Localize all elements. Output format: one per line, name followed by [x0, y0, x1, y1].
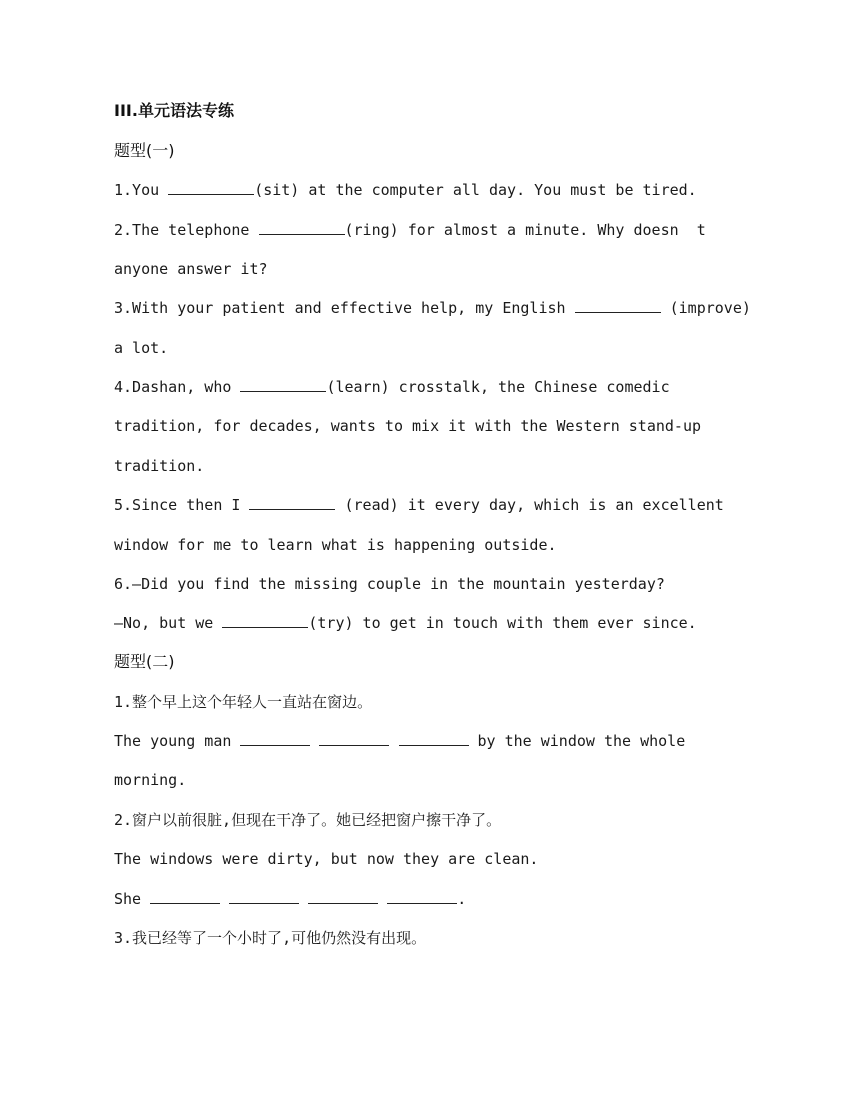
question-1-1	[114, 180, 697, 200]
question-2-2-answer	[114, 889, 466, 909]
q4-text-before: 4.Dashan, who	[114, 378, 241, 396]
question-2-2-english: The windows were dirty, but now they are clean.	[114, 850, 539, 868]
q22-text-before: She	[114, 890, 151, 908]
question-2-2-chinese: 2.窗户以前很脏,但现在干净了。她已经把窗户擦干净了。	[114, 811, 502, 829]
part1-label: 题型(一)	[114, 141, 175, 160]
answer-blank[interactable]	[240, 731, 310, 746]
q3-text-after: (improve)	[660, 299, 751, 317]
question-2-1-english	[114, 731, 685, 751]
q6-text-before: —No, but we	[114, 614, 223, 632]
answer-blank[interactable]	[168, 180, 254, 195]
question-1-4	[114, 377, 670, 397]
answer-blank[interactable]	[575, 298, 661, 313]
answer-blank[interactable]	[308, 889, 378, 904]
question-1-2	[114, 220, 706, 240]
question-1-5	[114, 495, 724, 515]
answer-blank[interactable]	[399, 731, 469, 746]
q1-text-after: (sit) at the computer all day. You must be tired.	[254, 181, 697, 199]
q1-text-before: 1.You	[114, 181, 169, 199]
question-1-6-answer	[114, 613, 697, 633]
q2-text-after: (ring) for almost a minute. Why doesn t	[344, 221, 706, 239]
part2-label: 题型(二)	[114, 652, 175, 671]
question-1-4-cont: tradition, for decades, wants to mix it with the Western stand-up	[114, 417, 701, 435]
question-1-2-cont: anyone answer it?	[114, 260, 268, 278]
answer-blank[interactable]	[387, 889, 457, 904]
answer-blank[interactable]	[259, 220, 345, 235]
q4-text-after: (learn) crosstalk, the Chinese comedic	[326, 378, 670, 396]
question-1-3-cont: a lot.	[114, 339, 169, 357]
q21-text-before: The young man	[114, 732, 241, 750]
question-1-6: 6.—Did you find the missing couple in the mountain yesterday?	[114, 575, 665, 593]
question-2-1-english-cont: morning.	[114, 771, 187, 789]
q5-text-before: 5.Since then I	[114, 496, 250, 514]
question-2-3-chinese: 3.我已经等了一个小时了,可他仍然没有出现。	[114, 929, 427, 947]
q21-text-after: by the window the whole	[468, 732, 686, 750]
answer-blank[interactable]	[150, 889, 220, 904]
answer-blank[interactable]	[249, 495, 335, 510]
question-1-5-cont: window for me to learn what is happening outside.	[114, 536, 557, 554]
answer-blank[interactable]	[319, 731, 389, 746]
question-1-3	[114, 298, 751, 318]
answer-blank[interactable]	[240, 377, 326, 392]
q2-text-before: 2.The telephone	[114, 221, 259, 239]
answer-blank[interactable]	[222, 613, 308, 628]
question-2-1-chinese: 1.整个早上这个年轻人一直站在窗边。	[114, 693, 373, 711]
q22-text-after: .	[457, 890, 467, 908]
q3-text-before: 3.With your patient and effective help, my English	[114, 299, 575, 317]
q6-text-after: (try) to get in touch with them ever since.	[308, 614, 697, 632]
q5-text-after: (read) it every day, which is an excellent	[335, 496, 724, 514]
section-title: III.单元语法专练	[114, 101, 234, 120]
question-1-4-cont2: tradition.	[114, 457, 205, 475]
answer-blank[interactable]	[229, 889, 299, 904]
